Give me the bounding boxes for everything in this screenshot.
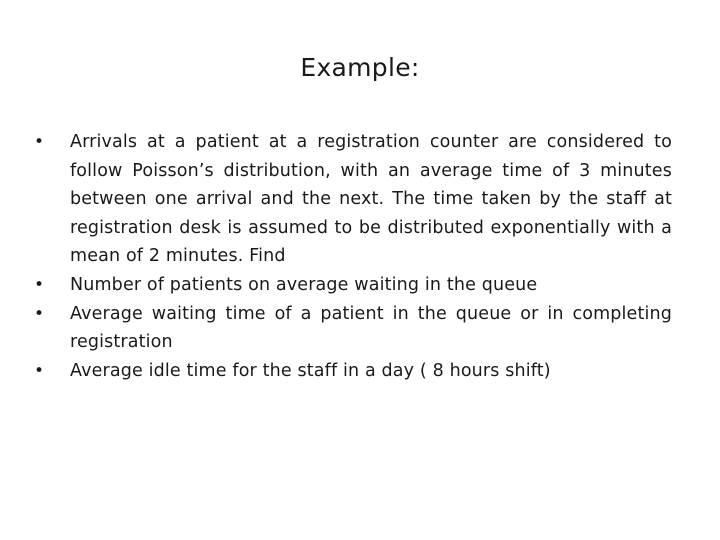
bullet-text: Number of patients on average waiting in the queue (70, 274, 538, 295)
bullet-item (34, 271, 672, 300)
bullet-icon: • (34, 360, 45, 381)
bullet-list (34, 128, 672, 385)
bullet-icon: • (34, 132, 45, 152)
slide-title: Example: (300, 53, 420, 82)
bullet-text: Average waiting time of a patient in the queue or in completing registration (70, 303, 672, 353)
bullet-text: Arrivals at a patient at a registration counter are considered to follow Poisson’s distribution, with an average time of 3 minutes between one arrival and the next. The time taken by the staff at registration desk is assumed to be distributed exponentially with a mean of 2 minutes. Find (70, 132, 672, 267)
bullet-item (34, 128, 672, 271)
bullet-icon: • (34, 274, 45, 295)
bullet-item (34, 357, 672, 386)
bullet-text: Average idle time for the staff in a day ( 8 hours shift) (70, 360, 551, 381)
bullet-item (34, 300, 672, 357)
bullet-icon: • (34, 303, 45, 324)
